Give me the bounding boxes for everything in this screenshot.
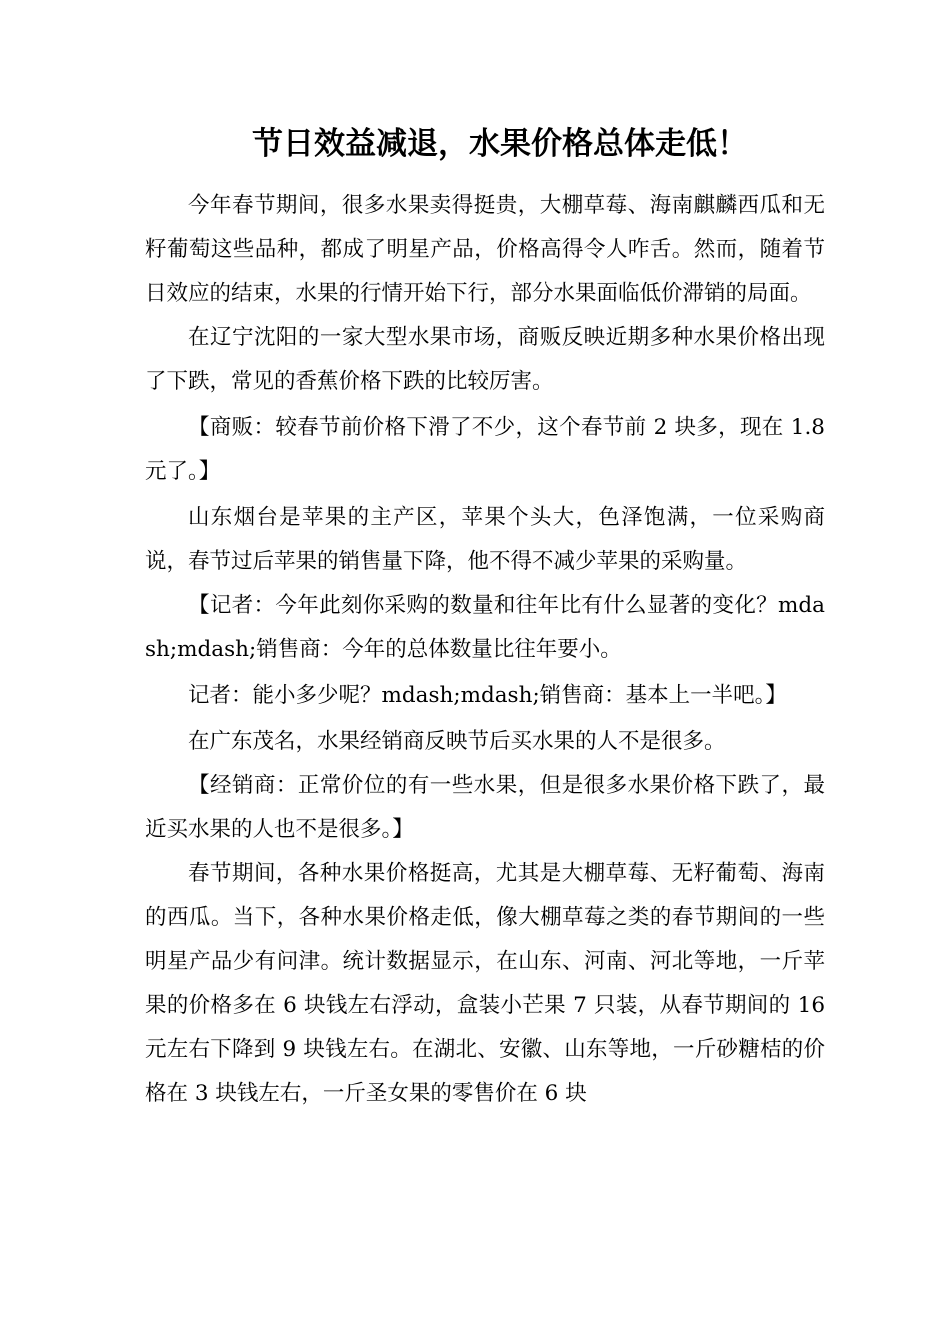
paragraph: 【经销商：正常价位的有一些水果，但是很多水果价格下跌了，最近买水果的人也不是很多。】 [145,773,825,842]
paragraph: 【记者：今年此刻你采购的数量和往年比有什么显著的变化？mdash;mdash;销售商：今年的总体数量比往年要小。 [145,593,825,662]
document-title: 节日效益减退，水果价格总体走低！ [252,126,748,162]
paragraph: 山东烟台是苹果的主产区，苹果个头大，色泽饱满，一位采购商说，春节过后苹果的销售量下降，他不得不减少苹果的采购量。 [145,505,825,574]
paragraph: 【商贩：较春节前价格下滑了不少，这个春节前 2 块多，现在 1.8 元了。】 [145,415,825,484]
document-body [145,184,825,1116]
paragraph: 在广东茂名，水果经销商反映节后买水果的人不是很多。 [188,729,726,754]
paragraph: 今年春节期间，很多水果卖得挺贵，大棚草莓、海南麒麟西瓜和无籽葡萄这些品种，都成了明星产品，价格高得令人咋舌。然而，随着节日效应的结束，水果的行情开始下行，部分水果面临低价滞销的局面。 [145,193,825,306]
paragraph: 春节期间，各种水果价格挺高，尤其是大棚草莓、无籽葡萄、海南的西瓜。当下，各种水果价格走低，像大棚草莓之类的春节期间的一些明星产品少有问津。统计数据显示，在山东、河南、河北等地，一斤苹果的价格多在 6 块钱左右浮动，盒装小芒果 7 只装，从春节期间的 16 元左右下降到 9 块钱左右。在湖北、安徽、山东等地，一斤砂糖桔的价格在 3 块钱左右，一斤圣女果的零售价在 6 块 [145,861,825,1106]
paragraph: 在辽宁沈阳的一家大型水果市场，商贩反映近期多种水果价格出现了下跌，常见的香蕉价格下跌的比较厉害。 [145,325,825,394]
paragraph: 记者：能小多少呢？mdash;mdash;销售商：基本上一半吧。】 [188,683,787,708]
